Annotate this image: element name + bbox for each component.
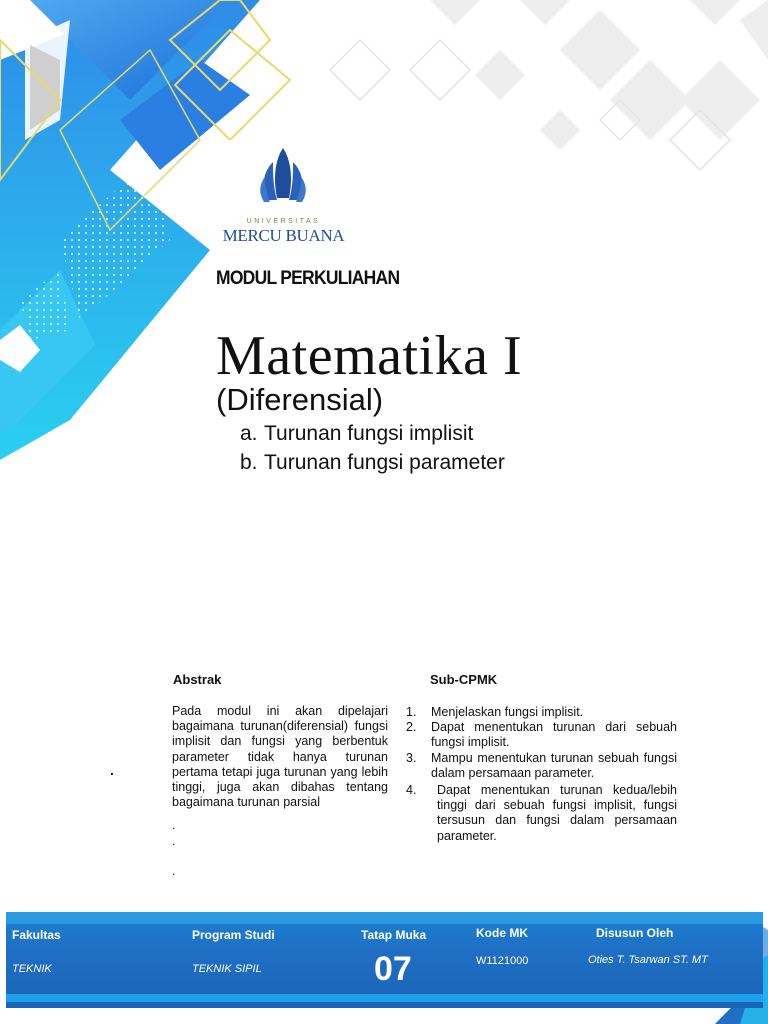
kode-mk-label: Kode MK: [476, 926, 528, 940]
list-number: 2.: [406, 720, 417, 735]
fakultas-value: TEKNIK: [12, 963, 52, 975]
tatap-muka-label: Tatap Muka: [361, 928, 427, 942]
list-item: [406, 783, 677, 844]
list-number: 4.: [406, 783, 417, 798]
list-text: Dapat menentukan turunan dari sebuah fungsi implisit.: [431, 720, 677, 750]
logo-subtext: UNIVERSITAS: [246, 218, 321, 225]
topic-item: [240, 419, 505, 448]
topic-marker: a.: [240, 422, 258, 445]
logo-name: MERCU BUANA: [222, 226, 345, 245]
prodi-value: TEKNIK SIPIL: [192, 963, 262, 975]
topic-list: [240, 419, 505, 477]
dot: .: [172, 818, 176, 832]
modul-label: MODUL PERKULIAHAN: [216, 268, 400, 289]
footer-bottom-strip: [6, 994, 763, 1002]
disusun-label: Disusun Oleh: [596, 926, 674, 940]
cpmk-list: [406, 705, 677, 844]
prodi-label: Program Studi: [192, 928, 275, 942]
list-item: [406, 720, 677, 750]
list-number: 3.: [406, 750, 417, 765]
fakultas-label: Fakultas: [12, 928, 61, 942]
topic-text: Turunan fungsi parameter: [264, 451, 505, 474]
abstrak-body: Pada modul ini akan dipelajari bagaimana turunan(diferensial) fungsi implisit dan fungsi yang berbentuk parameter tidak hanya turunan pertama tetapi juga turunan yang lebih tinggi, juga akan dibahas tentang bagaimana turunan parsial: [172, 704, 388, 810]
kode-mk-value: W1121000: [476, 955, 529, 967]
topic-marker: b.: [240, 451, 258, 474]
topic-item: [240, 448, 505, 477]
list-text: Menjelaskan fungsi implisit.: [431, 705, 584, 719]
flame-logo-icon: [215, 140, 352, 220]
abstrak-heading: Abstrak: [173, 672, 222, 687]
abstrak-dots: [172, 818, 175, 849]
dot: .: [110, 762, 114, 778]
disusun-value: Oties T. Tsarwan ST. MT: [588, 954, 708, 966]
dot: .: [172, 864, 176, 878]
university-logo: [215, 140, 352, 250]
tatap-muka-value: 07: [374, 950, 412, 988]
list-item: [406, 751, 677, 781]
list-number: 1.: [406, 705, 417, 719]
cpmk-heading: Sub-CPMK: [430, 672, 498, 687]
list-item: [406, 705, 677, 720]
page-title: Matematika I: [216, 325, 523, 387]
topic-text: Turunan fungsi implisit: [264, 422, 474, 445]
dot: .: [172, 833, 176, 848]
list-text: Mampu menentukan turunan sebuah fungsi dalam persamaan parameter.: [431, 750, 677, 780]
page-subtitle: (Diferensial): [216, 382, 384, 417]
list-text: Dapat menentukan turunan kedua/lebih tinggi dari sebuah fungsi implisit, fungsi tersusun dan fungsi dalam persamaan parameter.: [437, 783, 677, 843]
footer-top-strip: [6, 912, 763, 924]
